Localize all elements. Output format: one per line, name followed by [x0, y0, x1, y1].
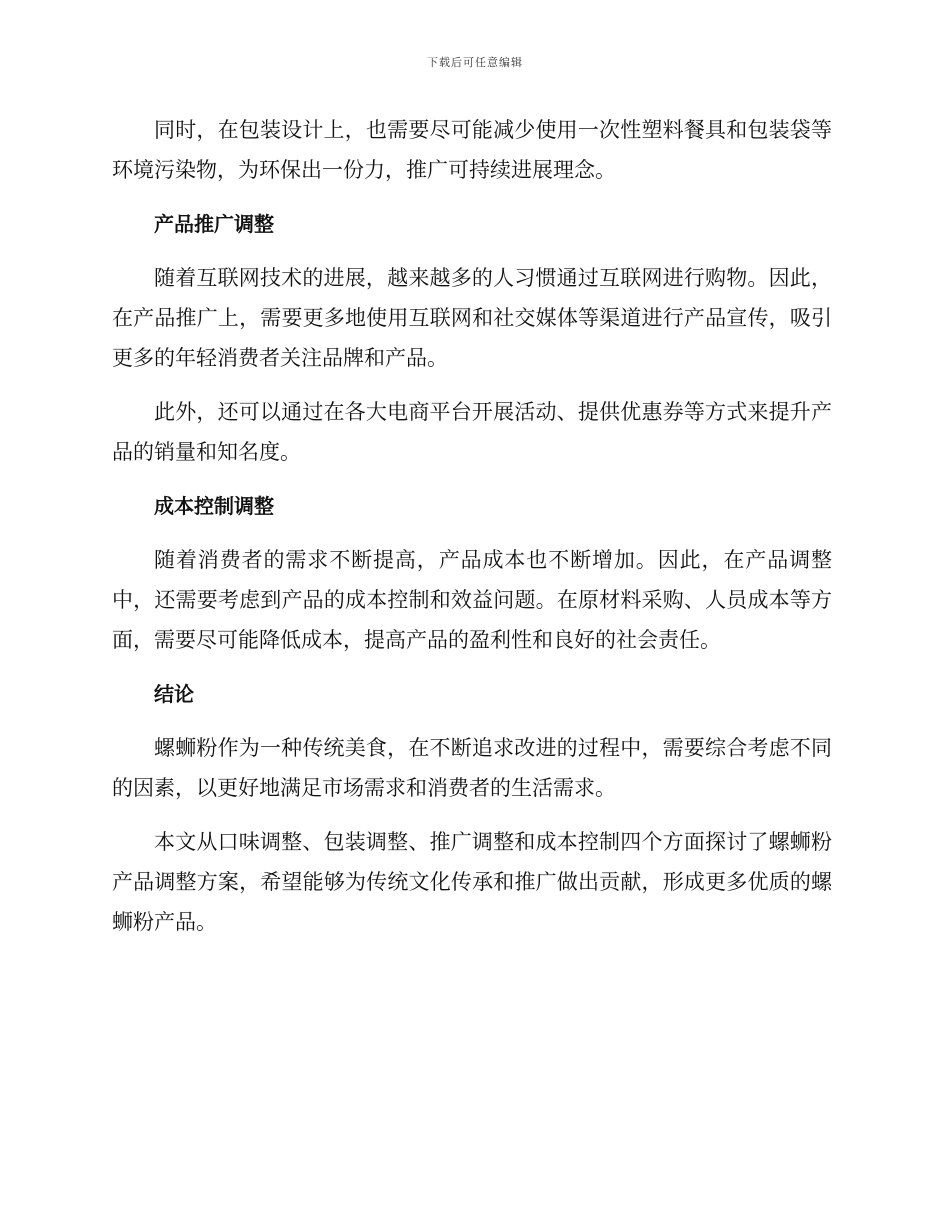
paragraph-internet-promotion: 随着互联网技术的进展，越来越多的人习惯通过互联网进行购物。因此，在产品推广上，需要更多地使用互联网和社交媒体等渠道进行产品宣传，吸引更多的年轻消费者关注品牌和产品。 [112, 266, 832, 370]
paragraph-packaging-environment: 同时，在包装设计上，也需要尽可能减少使用一次性塑料餐具和包装袋等环境污染物，为环保出一份力，推广可持续进展理念。 [112, 118, 832, 182]
heading-cost-control: 成本控制调整 [154, 494, 274, 518]
paragraph-cost-control: 随着消费者的需求不断提高，产品成本也不断增加。因此，在产品调整中，还需要考虑到产品的成本控制和效益问题。在原材料采购、人员成本等方面，需要尽可能降低成本，提高产品的盈利性和良好的社会责任。 [112, 548, 832, 652]
heading-conclusion: 结论 [154, 682, 194, 706]
paragraph-conclusion-1: 螺蛳粉作为一种传统美食，在不断追求改进的过程中，需要综合考虑不同的因素，以更好地满足市场需求和消费者的生活需求。 [112, 736, 832, 800]
paragraph-ecommerce-activities: 此外，还可以通过在各大电商平台开展活动、提供优惠券等方式来提升产品的销量和知名度。 [112, 400, 832, 464]
page-header: 下载后可任意编辑 [427, 56, 523, 69]
paragraph-conclusion-2: 本文从口味调整、包装调整、推广调整和成本控制四个方面探讨了螺蛳粉产品调整方案，希望能够为传统文化传承和推广做出贡献，形成更多优质的螺蛳粉产品。 [112, 830, 832, 934]
heading-promotion-adjustment: 产品推广调整 [154, 212, 274, 236]
document-body [112, 110, 832, 956]
